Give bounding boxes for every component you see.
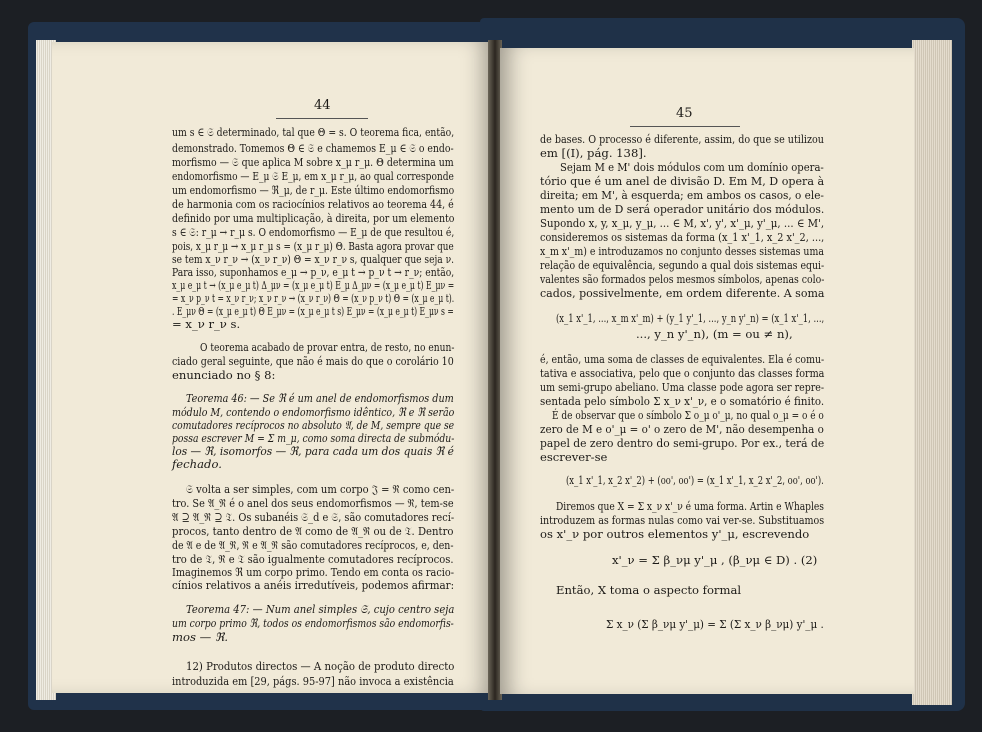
text-line: 𝔄 ⊇ 𝔄_ℜ ⊇ 𝔗. Os subanéis 𝔖_d e 𝔖, são comutadores recí- <box>172 510 455 524</box>
text-line: um corpo primo ℜ, todos os endomorfismos são endomorfis- <box>172 616 454 630</box>
right-page <box>500 48 914 694</box>
text-line: é, então, uma soma de classes de equivalentes. Ela é comu- <box>540 352 825 366</box>
text-line: um semi-grupo abeliano. Uma classe pode agora ser repre- <box>540 380 825 394</box>
text-line: 12) Produtos directos — A noção de produto directo <box>186 659 455 673</box>
page-number-left: 44 <box>314 98 331 113</box>
text-line: (x_1 x'_1, ..., x_m x'_m) + (y_1 y'_1, ..., y_n y'_n) = (x_1 x'_1, ..., <box>556 311 825 325</box>
text-line: cínios relativos a anéis irredutíveis, podemos afirmar: <box>172 578 455 592</box>
text-line: módulo M, contendo o endomorfismo idêntico, ℜ e ℜ serão <box>172 405 455 419</box>
text-line: tro. Se 𝔄_ℜ é o anel dos seus endomorfismos — ℜ, tem-se <box>172 496 454 510</box>
text-line: mento um de D será operador unitário dos módulos. <box>540 202 825 216</box>
text-line: x_μ e_μ t → (x_μ e_μ t) Δ_μν = (x_μ e_μ t) E_μ Δ_μν = (x_μ e_μ t) E_μν = <box>172 278 455 292</box>
text-line: de bases. O processo é diferente, assim, do que se utilizou <box>540 132 824 146</box>
left-page <box>52 42 492 693</box>
text-line: introduzem as formas nulas como vai ver-se. Substituamos <box>540 513 825 527</box>
text-line: um endomorfismo — ℜ_μ, de r_μ. Este último endomorfismo <box>172 183 455 197</box>
text-line: O teorema acabado de provar entra, de resto, no enun- <box>200 340 455 354</box>
text-line: s ∈ 𝔖: r_μ → r_μ s. O endomorfismo — E_μ de que resultou é, <box>172 225 455 239</box>
text-line: de 𝔄 e de 𝔄_ℜ, ℜ e 𝔄_ℜ são comutadores recíprocos, e, den- <box>172 538 454 552</box>
text-line: pois, x_μ r_μ → x_μ r_μ s = (x_μ r_μ) Θ. Basta agora provar que <box>172 239 454 253</box>
text-line: em [(I), pág. 138]. <box>540 146 647 160</box>
text-line: x'_ν = Σ β_νμ y'_μ , (β_νμ ∈ D) . (2) <box>612 553 818 567</box>
text-line: possa escrever M = Σ m_μ, como soma directa de submódu- <box>172 431 455 445</box>
text-line: ..., y_n y'_n), (m = ou ≠ n), <box>636 327 793 341</box>
text-line: Sejam M e M' dois módulos com um domínio opera- <box>560 160 824 174</box>
text-line: = x_ν r_ν s. <box>172 317 241 331</box>
page-number-right: 45 <box>676 106 693 121</box>
text-line: papel de zero dentro do semi-grupo. Por ex., terá de <box>540 436 825 450</box>
text-line: enunciado no § 8: <box>172 368 276 382</box>
text-line: Diremos que X = Σ x_ν x'_ν é uma forma. Artin e Whaples <box>556 499 824 513</box>
page-edges-right <box>912 40 952 705</box>
text-line: = x_ν p_ν t = x_ν r_ν; x_ν r_ν → (x_ν r_ν) Θ = (x_ν p_ν t) Θ = (x_μ e_μ t). <box>172 291 455 305</box>
text-line: consideremos os sistemas da forma (x_1 x'_1, x_2 x'_2, ..., <box>540 230 825 244</box>
text-line: x_m x'_m) e introduzamos no conjunto desses sistemas uma <box>540 244 824 258</box>
text-line: sentada pelo símbolo Σ x_ν x'_ν, e o somatório é finito. <box>540 394 825 408</box>
text-line: los — ℜ, isomorfos — ℜ, para cada um dos quais ℜ é <box>172 444 454 458</box>
text-line: comutadores recíprocos no absoluto 𝔄, de M, sempre que se <box>172 418 455 432</box>
text-line: Então, X toma o aspecto formal <box>556 583 742 597</box>
text-line: . E_μν Θ = (x_μ e_μ t) Θ E_μν = (x_μ e_μ t s) E_μν = (x_μ e_μ t) E_μν s = <box>172 304 454 318</box>
text-line: 𝔖 volta a ser simples, com um corpo 𝔍 = ℜ como cen- <box>186 482 455 496</box>
text-line: direita; em M', à esquerda; em ambos os casos, o ele- <box>540 188 824 202</box>
text-line: se tem x_ν r_ν → (x_ν r_ν) Θ = x_ν r_ν s, qualquer que seja ν. <box>172 252 454 266</box>
header-rule <box>276 118 368 119</box>
text-line: procos, tanto dentro de 𝔄 como de 𝔄_ℜ ou de 𝔗. Dentro <box>172 524 454 538</box>
text-line: introduzida em [29, págs. 95-97] não invoca a existência <box>172 674 454 688</box>
text-line: Teorema 47: — Num anel simples 𝔖, cujo centro seja <box>186 602 455 616</box>
text-line: os x'_ν por outros elementos y'_μ, escrevendo <box>540 527 810 541</box>
text-line: tório que é um anel de divisão D. Em M, D opera à <box>540 174 825 188</box>
text-line: relação de equivalência, segundo a qual dois sistemas equi- <box>540 258 825 272</box>
text-line: Supondo x, y, x_μ, y_μ, ... ∈ M, x', y', x'_μ, y'_μ, ... ∈ M', <box>540 216 825 230</box>
text-line: mos — ℜ. <box>172 630 229 644</box>
text-line: zero de M e o'_μ = o' o zero de M', não desempenha o <box>540 422 824 436</box>
text-line: demonstrado. Tomemos Θ ∈ 𝔖 e chamemos E_μ ∈ 𝔖 o endo- <box>172 141 454 155</box>
text-line: fechado. <box>172 457 222 471</box>
text-line: de harmonia com os raciocínios relativos ao teorema 44, é <box>172 197 454 211</box>
text-line: definido por uma multiplicação, à direita, por um elemento <box>172 211 455 225</box>
text-line: morfismo — 𝔖 que aplica M sobre x_μ r_μ. Θ determina um <box>172 155 454 169</box>
text-line: (x_1 x'_1, x_2 x'_2) + (oo', oo') = (x_1 x'_1, x_2 x'_2, oo', oo'). <box>566 473 824 487</box>
header-rule <box>630 126 740 127</box>
text-line: tativa e associativa, pelo que o conjunto das classes forma <box>540 366 825 380</box>
text-line: tro de 𝔗, ℜ e 𝔗 são igualmente comutadores recíprocos. <box>172 552 454 566</box>
text-line: um s ∈ 𝔖 determinado, tal que Θ = s. O teorema fica, então, <box>172 125 455 139</box>
text-line: Σ x_ν (Σ β_νμ y'_μ) = Σ (Σ x_ν β_νμ) y'_μ . <box>606 617 824 631</box>
text-line: valentes são formados pelos mesmos símbolos, apenas colo- <box>540 272 825 286</box>
text-line: Imaginemos ℜ um corpo primo. Tendo em conta os racio- <box>172 565 454 579</box>
text-line: endomorfismo — E_μ 𝔖 E_μ, em x_μ r_μ, ao qual corresponde <box>172 169 454 183</box>
text-line: cados, possivelmente, em ordem diferente. A soma <box>540 286 825 300</box>
text-line: ciado geral seguinte, que não é mais do que o corolário 10 <box>172 354 454 368</box>
text-line: É de observar que o símbolo Σ o_μ o'_μ, no qual o_μ = o é o <box>552 408 824 422</box>
text-line: escrever-se <box>540 450 608 464</box>
text-line: Para isso, suponhamos e_μ → p_ν, e_μ t → p_ν t → r_ν; então, <box>172 265 455 279</box>
text-line: Teorema 46: — Se ℜ é um anel de endomorfismos dum <box>186 391 454 405</box>
